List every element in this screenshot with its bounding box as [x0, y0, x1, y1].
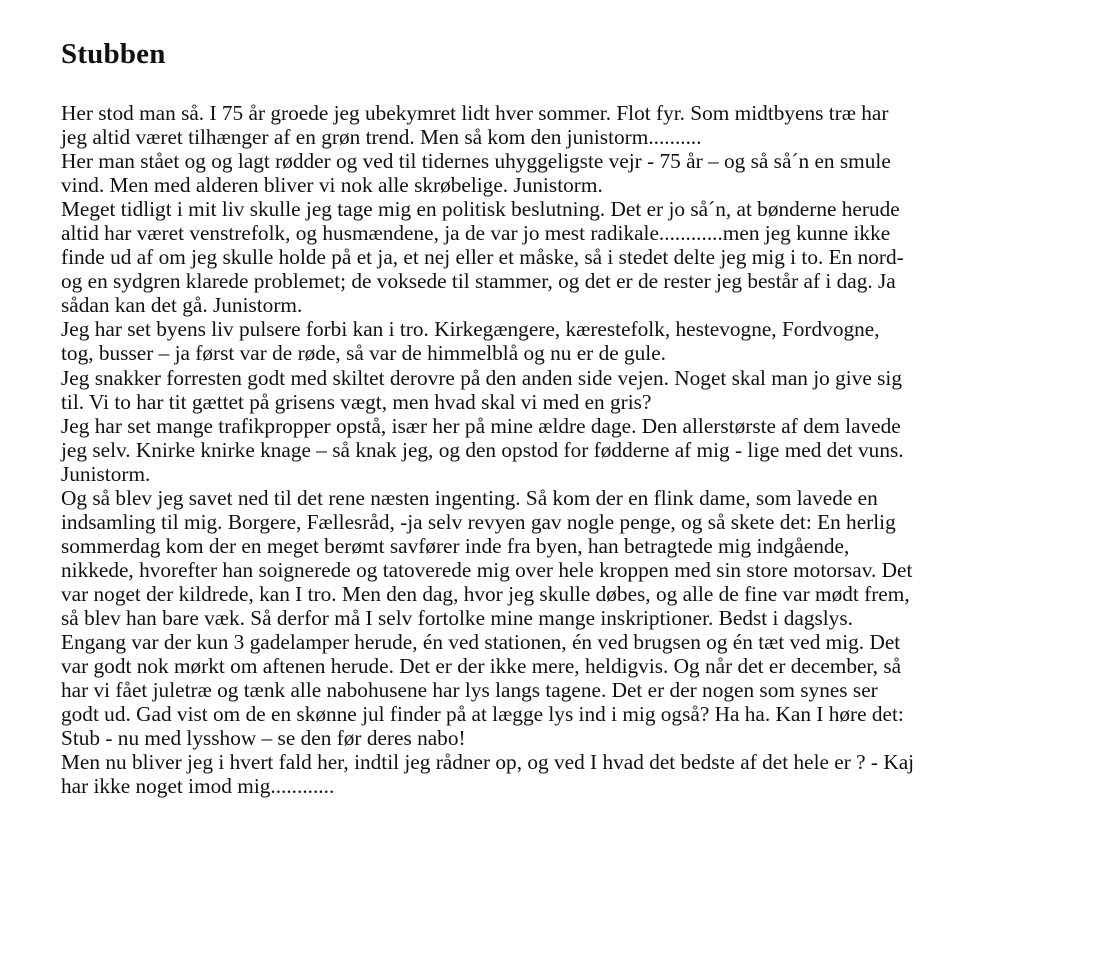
- text-line: finde ud af om jeg skulle holde på et ja, et nej eller et måske, så i stedet delte jeg mig i to. En nord-: [61, 245, 904, 270]
- text-line: tog, busser – ja først var de røde, så var de himmelblå og nu er de gule.: [61, 341, 667, 366]
- text-line: Her man stået og og lagt rødder og ved til tidernes uhyggeligste vejr - 75 år – og så så´n en smule: [61, 149, 891, 174]
- text-line: Jeg har set mange trafikpropper opstå, især her på mine ældre dage. Den allerstørste af dem lavede: [61, 413, 901, 438]
- text-line: så blev han bare væk. Så derfor må I selv fortolke mine mange inskriptioner. Bedst i dagslys.: [61, 605, 853, 630]
- text-line: har vi fået juletræ og tænk alle nabohusene har lys langs tagene. Det er der nogen som synes ser: [61, 678, 878, 703]
- text-line: altid har været venstrefolk, og husmændene, ja de var jo mest radikale............men jeg kunne ikke: [61, 221, 891, 246]
- text-line: jeg altid været tilhænger af en grøn trend. Men så kom den junistorm..........: [61, 125, 702, 150]
- text-line: Engang var der kun 3 gadelamper herude, én ved stationen, én ved brugsen og én tæt ved mig. Det: [61, 630, 901, 655]
- text-line: har ikke noget imod mig............: [61, 774, 335, 799]
- text-line: Meget tidligt i mit liv skulle jeg tage mig en politisk beslutning. Det er jo så´n, at bønderne herude: [61, 197, 900, 222]
- text-line: Jeg snakker forresten godt med skiltet derovre på den anden side vejen. Noget skal man jo give sig: [61, 365, 902, 390]
- text-line: godt ud. Gad vist om de en skønne jul finder på at lægge lys ind i mig også? Ha ha. Kan I høre det:: [61, 702, 904, 727]
- text-line: Men nu bliver jeg i hvert fald her, indtil jeg rådner op, og ved I hvad det bedste af det hele er ? - Kaj: [61, 750, 915, 775]
- document-title: Stubben: [61, 38, 166, 70]
- text-line: til. Vi to har tit gættet på grisens vægt, men hvad skal vi med en gris?: [61, 389, 652, 414]
- text-line: og en sydgren klarede problemet; de voksede til stammer, og det er de rester jeg består af i dag. Ja: [61, 269, 896, 294]
- text-line: var godt nok mørkt om aftenen herude. Det er der ikke mere, heldigvis. Og når det er december, så: [61, 654, 902, 679]
- text-line: nikkede, hvorefter han soignerede og tatoverede mig over hele kroppen med sin store motorsav. Det: [61, 557, 913, 582]
- text-line: Stub - nu med lysshow – se den før deres nabo!: [61, 726, 466, 751]
- text-line: sådan kan det gå. Junistorm.: [61, 293, 303, 318]
- text-line: indsamling til mig. Borgere, Fællesråd, -ja selv revyen gav nogle penge, og så skete det: En herlig: [61, 509, 896, 534]
- text-line: Junistorm.: [61, 461, 151, 486]
- text-line: vind. Men med alderen bliver vi nok alle skrøbelige. Junistorm.: [61, 173, 603, 198]
- text-line: Her stod man så. I 75 år groede jeg ubekymret lidt hver sommer. Flot fyr. Som midtbyens træ har: [61, 101, 889, 125]
- text-line: Jeg har set byens liv pulsere forbi kan i tro. Kirkegængere, kærestefolk, hestevogne, Fordvogne,: [61, 317, 880, 342]
- text-line: Og så blev jeg savet ned til det rene næsten ingenting. Så kom der en flink dame, som lavede en: [61, 485, 878, 510]
- text-line: jeg selv. Knirke knirke knage – så knak jeg, og den opstod for fødderne af mig - lige med det vuns.: [61, 437, 904, 462]
- document-body: [61, 101, 1101, 798]
- text-line: sommerdag kom der en meget berømt savfører inde fra byen, han betragtede mig indgående,: [61, 533, 850, 558]
- text-line: var noget der kildrede, kan I tro. Men den dag, hvor jeg skulle døbes, og alle de fine var mødt frem,: [61, 581, 910, 606]
